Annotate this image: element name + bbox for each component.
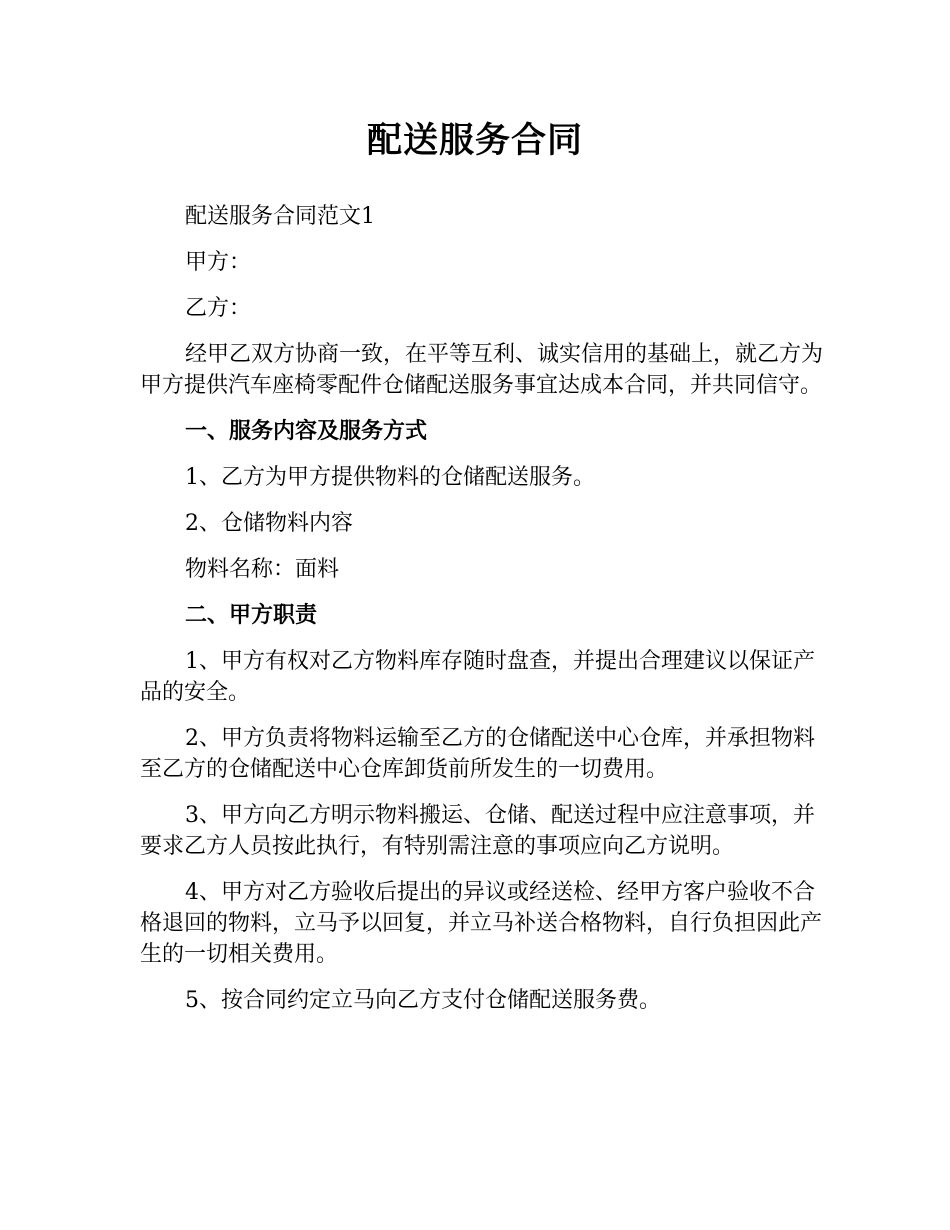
paragraph-duty-5: 5、按合同约定立马向乙方支付仓储配送服务费。 bbox=[185, 988, 661, 1013]
document-title: 配送服务合同 bbox=[366, 121, 583, 161]
section-heading-service-content: 一、服务内容及服务方式 bbox=[185, 419, 428, 444]
paragraph-preamble: 经甲乙双方协商一致，在平等互利、诚实信用的基础上，就乙方为甲方提供汽车座椅零配件仓储配送服务事宜达成本合同，并共同信守。 bbox=[140, 342, 824, 398]
paragraph-duty-1: 1、甲方有权对乙方物料库存随时盘查，并提出合理建议以保证产品的安全。 bbox=[140, 649, 815, 705]
paragraph-service-item-2: 2、仓储物料内容 bbox=[185, 511, 353, 536]
document-body bbox=[140, 201, 830, 1031]
paragraph-service-item-1: 1、乙方为甲方提供物料的仓储配送服务。 bbox=[185, 465, 595, 490]
paragraph-duty-4: 4、甲方对乙方验收后提出的异议或经送检、经甲方客户验收不合格退回的物料，立马予以回复，并立马补送合格物料，自行负担因此产生的一切相关费用。 bbox=[140, 880, 823, 967]
section-heading-party-a-duties: 二、甲方职责 bbox=[185, 603, 318, 628]
paragraph-material-name: 物料名称：面料 bbox=[185, 557, 340, 582]
paragraph-party-b: 乙方： bbox=[185, 296, 252, 321]
paragraph-version-label: 配送服务合同范文1 bbox=[185, 204, 375, 229]
paragraph-duty-3: 3、甲方向乙方明示物料搬运、仓储、配送过程中应注意事项，并要求乙方人员按此执行，有特别需注意的事项应向乙方说明。 bbox=[140, 803, 815, 859]
paragraph-party-a: 甲方： bbox=[185, 250, 252, 275]
paragraph-duty-2: 2、甲方负责将物料运输至乙方的仓储配送中心仓库，并承担物料至乙方的仓储配送中心仓库卸货前所发生的一切费用。 bbox=[140, 726, 815, 782]
